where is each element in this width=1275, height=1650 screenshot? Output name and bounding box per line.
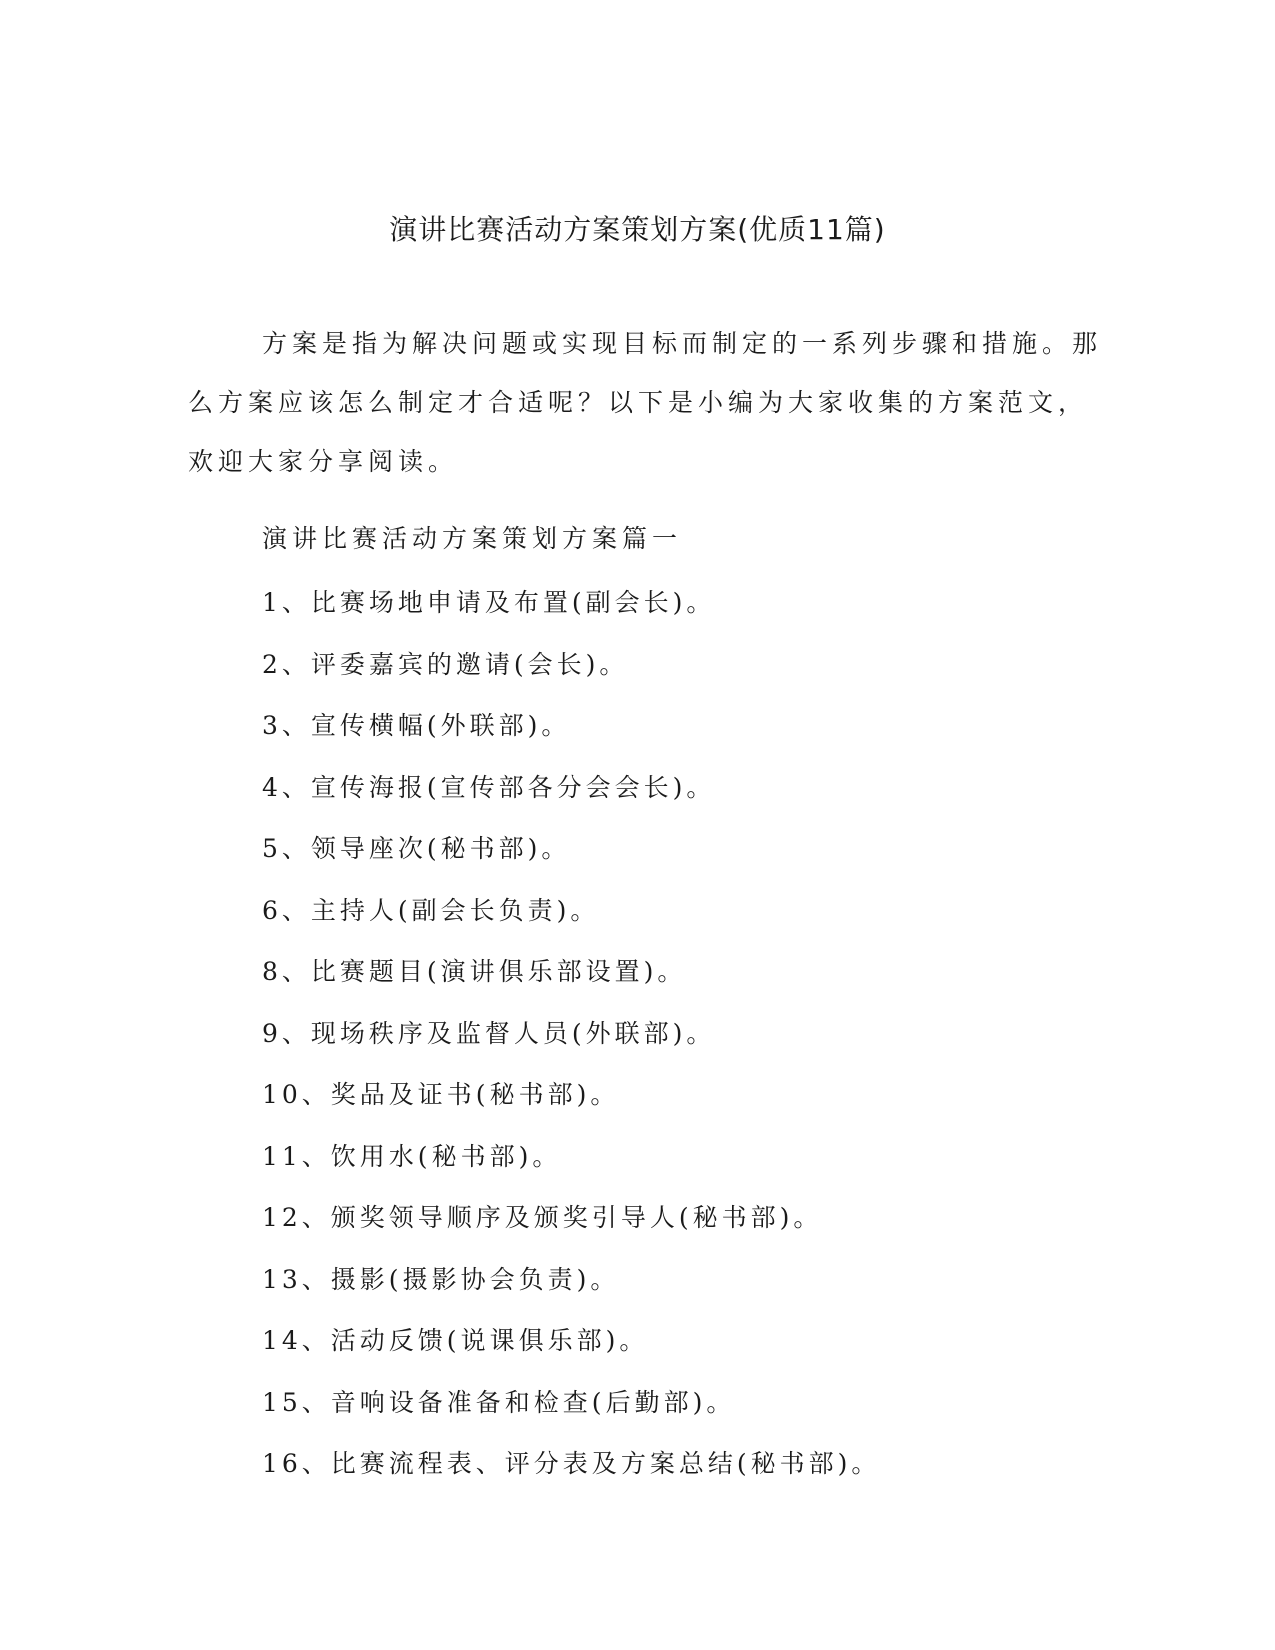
list-item: 11、饮用水(秘书部)。 [262, 1141, 562, 1171]
list-item: 15、音响设备准备和检查(后勤部)。 [262, 1387, 736, 1417]
list-item: 12、颁奖领导顺序及颁奖引导人(秘书部)。 [262, 1203, 823, 1232]
list-item: 3、宣传横幅(外联部)。 [262, 711, 571, 740]
intro-line-3: 欢迎大家分享阅读。 [188, 447, 459, 476]
list-item: 4、宣传海报(宣传部各分会会长)。 [262, 772, 716, 802]
list-item: 14、活动反馈(说课俱乐部)。 [262, 1326, 649, 1355]
document-title: 演讲比赛活动方案策划方案(优质11篇) [389, 213, 886, 246]
list-item: 6、主持人(副会长负责)。 [262, 895, 600, 925]
intro-line-1: 方案是指为解决问题或实现目标而制定的一系列步骤和措施。那 [262, 329, 1103, 358]
list-item: 1、比赛场地申请及布置(副会长)。 [262, 588, 716, 617]
list-item: 10、奖品及证书(秘书部)。 [262, 1080, 620, 1109]
list-item: 9、现场秩序及监督人员(外联部)。 [262, 1018, 716, 1048]
list-item: 2、评委嘉宾的邀请(会长)。 [262, 649, 629, 679]
section-heading: 演讲比赛活动方案策划方案篇一 [262, 524, 683, 553]
task-list [262, 583, 880, 1506]
list-item: 16、比赛流程表、评分表及方案总结(秘书部)。 [262, 1449, 881, 1478]
list-item: 8、比赛题目(演讲俱乐部设置)。 [262, 957, 687, 986]
list-item: 5、领导座次(秘书部)。 [262, 834, 571, 863]
intro-line-2: 么方案应该怎么制定才合适呢？以下是小编为大家收集的方案范文， [188, 388, 1089, 417]
list-item: 13、摄影(摄影协会负责)。 [262, 1264, 620, 1294]
